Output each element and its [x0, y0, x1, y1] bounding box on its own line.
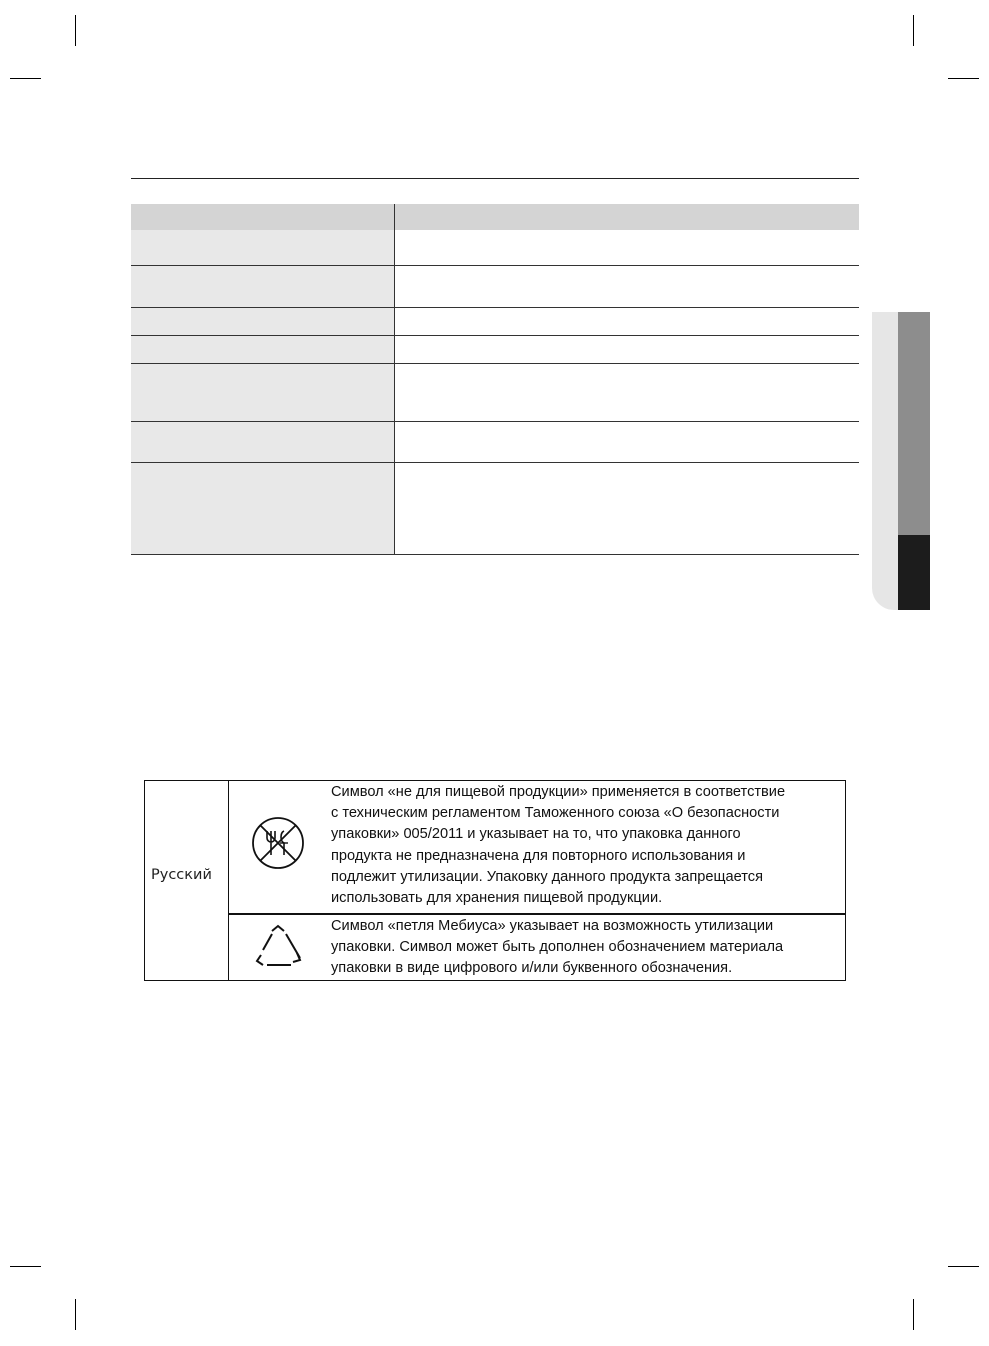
crop-mark	[913, 1299, 914, 1330]
crop-mark	[10, 78, 41, 79]
chapter-tab-active	[898, 535, 930, 610]
description-line: Символ «петля Мебиуса» указывает на возможность утилизации	[331, 918, 774, 934]
mobius-loop-icon	[253, 923, 305, 971]
description-line: упаковки. Символ может быть дополнен обозначением материала	[331, 939, 784, 956]
crop-mark	[75, 1299, 76, 1330]
not-for-food-description	[331, 782, 831, 909]
table-row	[131, 230, 859, 266]
chapter-tab-marker	[898, 312, 930, 535]
mobius-loop-description	[331, 916, 831, 980]
crop-mark	[948, 1266, 979, 1267]
description-line: подлежит утилизации. Упаковку данного продукта запрещается	[331, 868, 763, 885]
language-label: Русский	[151, 867, 212, 883]
table-header-row	[131, 204, 859, 230]
description-line: упаковки» 005/2011 и указывает на то, что упаковка данного	[331, 826, 741, 843]
specifications-table	[131, 204, 859, 555]
table-row	[131, 422, 859, 463]
table-row	[131, 364, 859, 422]
description-line: Символ «не для пищевой продукции» применяется в соответствие	[331, 784, 786, 800]
language-cell	[145, 781, 229, 980]
crop-mark	[913, 15, 914, 46]
description-line: использовать для хранения пищевой продукции.	[331, 890, 663, 907]
description-line: с техническим регламентом Таможенного союза «О безопасности	[331, 805, 780, 822]
crop-mark	[10, 1266, 41, 1267]
row-divider	[229, 913, 845, 915]
table-row	[131, 336, 859, 364]
table-row	[131, 266, 859, 308]
header-rule	[131, 178, 859, 179]
crop-mark	[948, 78, 979, 79]
table-row	[131, 463, 859, 555]
packaging-symbols-table	[144, 780, 846, 981]
description-line: продукта не предназначена для повторного использования и	[331, 847, 746, 864]
description-line: упаковки в виде цифрового и/или буквенного обозначения.	[331, 960, 733, 977]
crop-mark	[75, 15, 76, 46]
not-for-food-icon	[250, 815, 306, 871]
table-row	[131, 308, 859, 336]
